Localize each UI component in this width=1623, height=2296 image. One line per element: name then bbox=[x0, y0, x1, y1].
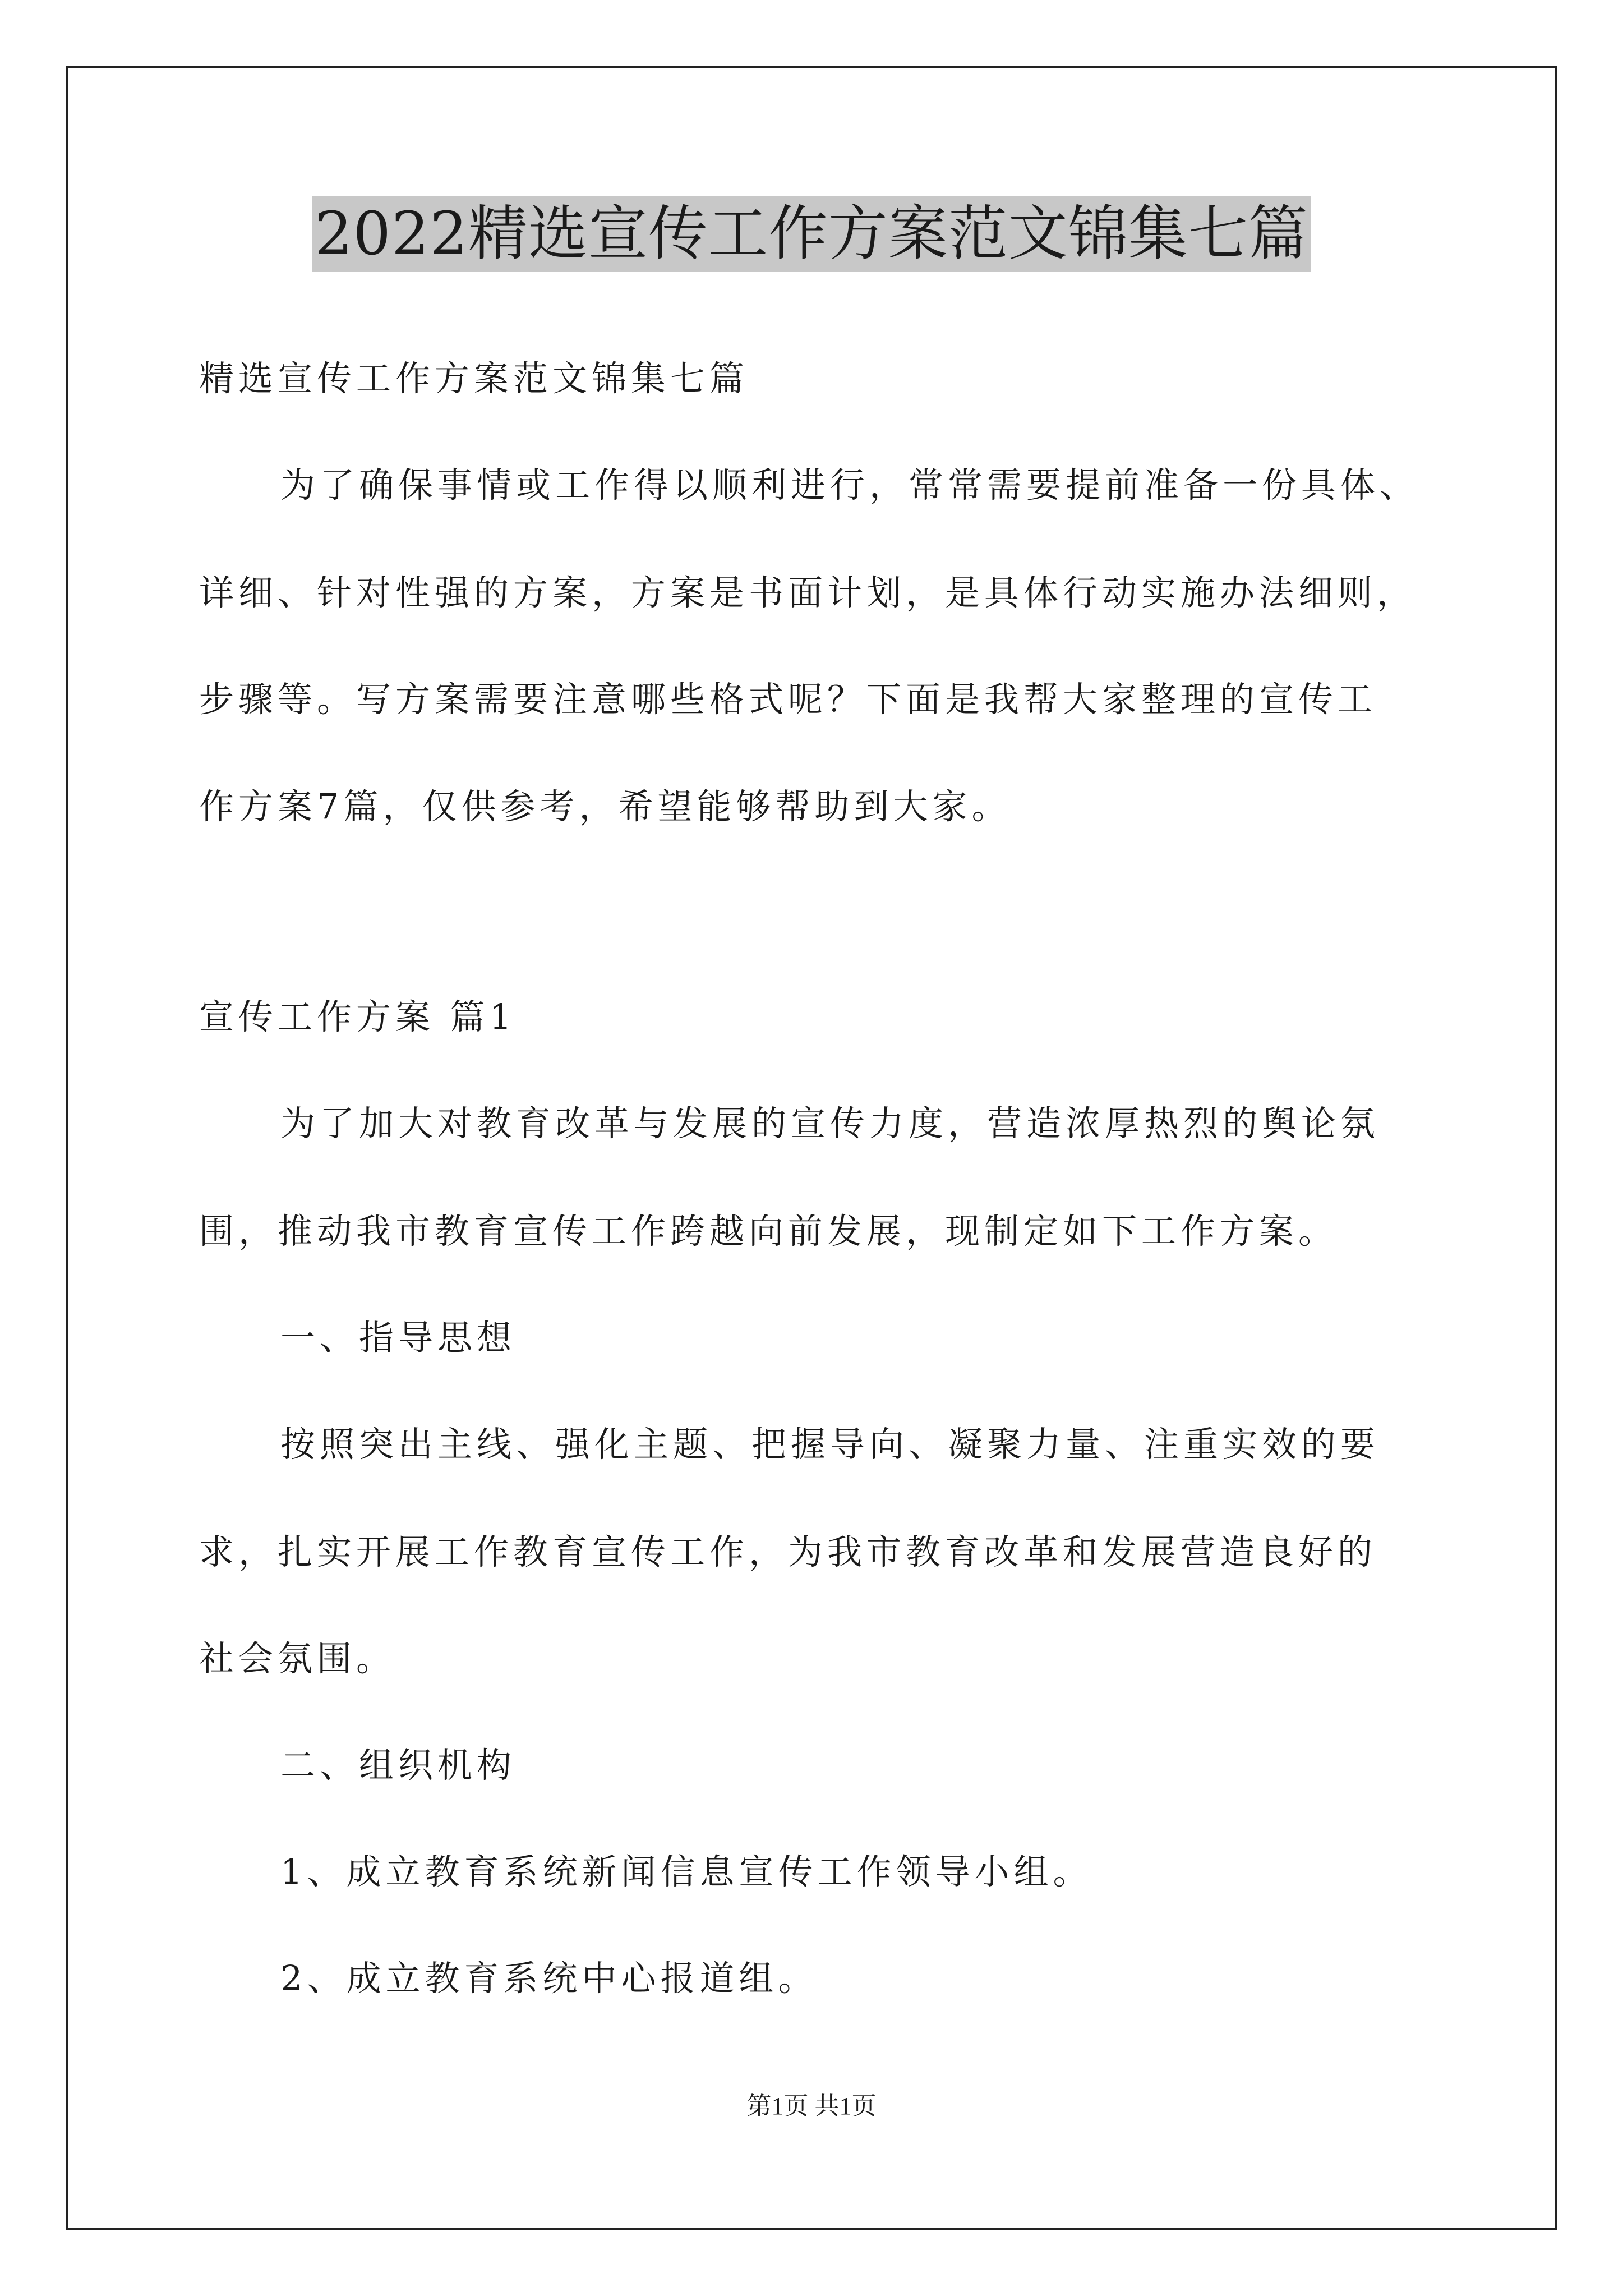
document-subtitle: 精选宣传工作方案范文锦集七篇 bbox=[199, 358, 749, 399]
intro-line: 为了确保事情或工作得以顺利进行，常常需要提前准备一份具体、 bbox=[280, 464, 1419, 505]
intro-line: 步骤等。写方案需要注意哪些格式呢？下面是我帮大家整理的宣传工 bbox=[199, 679, 1377, 720]
body-line: 求，扎实开展工作教育宣传工作，为我市教育改革和发展营造良好的 bbox=[199, 1531, 1377, 1572]
subheading: 一、指导思想 bbox=[280, 1317, 517, 1358]
title-container bbox=[0, 196, 1623, 272]
intro-line: 详细、针对性强的方案，方案是书面计划，是具体行动实施办法细则， bbox=[199, 572, 1417, 613]
body-line: 为了加大对教育改革与发展的宣传力度，营造浓厚热烈的舆论氛 bbox=[280, 1103, 1380, 1144]
subheading: 二、组织机构 bbox=[280, 1745, 517, 1786]
document-title: 2022精选宣传工作方案范文锦集七篇 bbox=[312, 196, 1311, 272]
body-line: 社会氛围。 bbox=[199, 1638, 396, 1679]
intro-line: 作方案7篇，仅供参考，希望能够帮助到大家。 bbox=[199, 786, 1011, 827]
list-item: 2、成立教育系统中心报道组。 bbox=[280, 1958, 818, 1999]
list-item: 1、成立教育系统新闻信息宣传工作领导小组。 bbox=[280, 1851, 1092, 1892]
page-footer: 第1页 共1页 bbox=[746, 2092, 877, 2120]
body-line: 按照突出主线、强化主题、把握导向、凝聚力量、注重实效的要 bbox=[280, 1424, 1380, 1465]
section-heading: 宣传工作方案 篇1 bbox=[199, 996, 517, 1037]
body-line: 围，推动我市教育宣传工作跨越向前发展，现制定如下工作方案。 bbox=[199, 1211, 1338, 1251]
